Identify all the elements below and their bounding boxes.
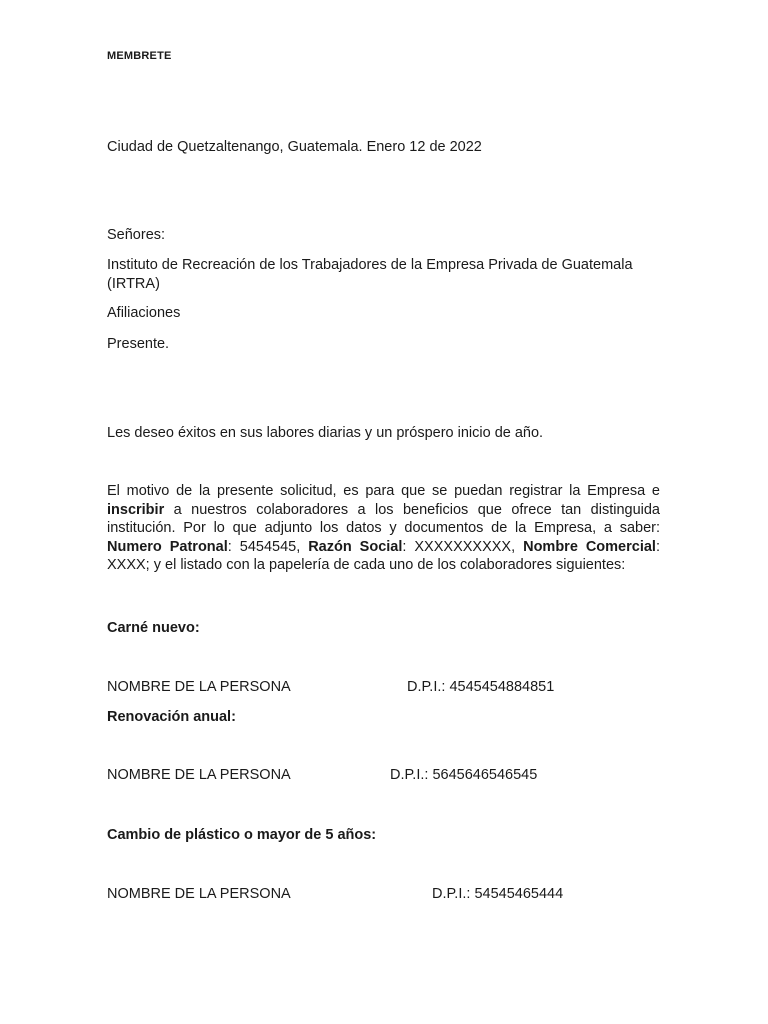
date-line: Ciudad de Quetzaltenango, Guatemala. Enero 12 de 2022 [107, 139, 482, 155]
person-name: NOMBRE DE LA PERSONA [107, 679, 291, 695]
recipient-institution: Instituto de Recreación de los Trabajadores de la Empresa Privada de Guatemala (IRTRA) [107, 257, 633, 292]
section-heading-cambio-plastico: Cambio de plástico o mayor de 5 años: [107, 827, 377, 843]
section-heading-renovacion: Renovación anual: [107, 709, 236, 725]
motive-text-5: : XXXX; y el listado con la papelería de cada uno de los colaboradores siguientes: [107, 538, 660, 573]
section-heading-carne-nuevo: Carné nuevo: [107, 620, 200, 636]
letterhead: MEMBRETE [107, 50, 172, 62]
motive-text-4: : XXXXXXXXXX, [402, 538, 524, 555]
motive-bold-numero-patronal: Numero Patronal [107, 538, 228, 555]
person-dpi: D.P.I.: 4545454884851 [407, 679, 555, 695]
recipient-department: Afiliaciones [107, 305, 181, 321]
motive-bold-inscribir: inscribir [107, 501, 165, 518]
motive-text-3: : 5454545, [227, 538, 309, 555]
motive-paragraph [107, 482, 660, 575]
person-dpi: D.P.I.: 54545465444 [432, 886, 564, 902]
motive-text-2: a nuestros colaboradores a los beneficios que ofrece tan distinguida institución. Por lo que adjunto los datos y documentos de la Empresa, a saber: [107, 501, 660, 536]
person-dpi: D.P.I.: 5645646546545 [390, 767, 538, 783]
person-name: NOMBRE DE LA PERSONA [107, 886, 291, 902]
recipient-closing: Presente. [107, 336, 170, 352]
motive-bold-nombre-comercial: Nombre Comercial [523, 538, 656, 555]
motive-bold-razon-social: Razón Social [308, 538, 403, 555]
greeting-paragraph: Les deseo éxitos en sus labores diarias y un próspero inicio de año. [107, 425, 544, 441]
recipient-salutation: Señores: [107, 227, 166, 243]
person-name: NOMBRE DE LA PERSONA [107, 767, 291, 783]
motive-text-1: El motivo de la presente solicitud, es para que se puedan registrar la Empresa e [107, 483, 660, 499]
